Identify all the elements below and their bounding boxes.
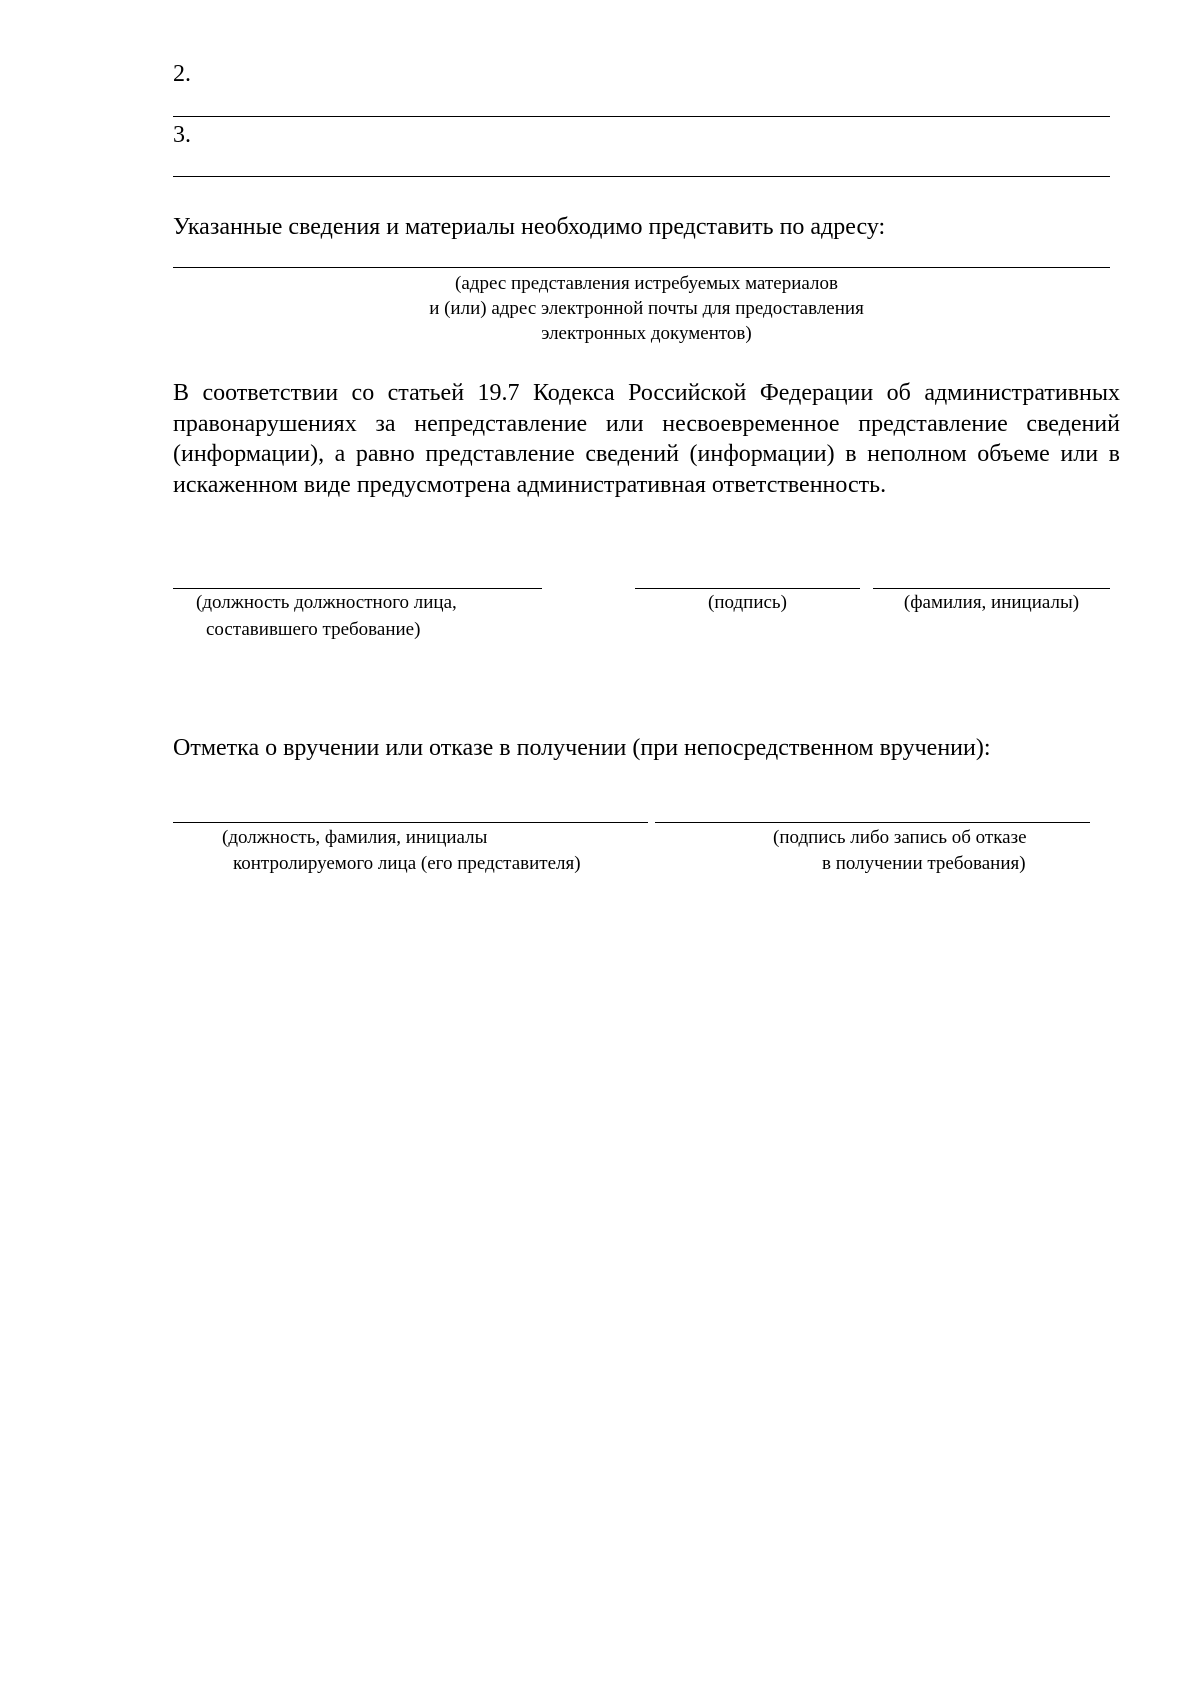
address-caption-line-3: электронных документов)	[541, 323, 752, 344]
list-item-number-2: 2.	[173, 61, 191, 87]
address-caption-line-2: и (или) адрес электронной почты для предоставления	[429, 298, 864, 319]
address-caption-line-1: (адрес представления истребуемых материалов	[455, 273, 838, 294]
delivery-signature-caption-line-1: (подпись либо запись об отказе	[773, 827, 1027, 848]
signature-fill-line	[635, 588, 860, 589]
liability-paragraph: В соответствии со статьей 19.7 Кодекса Российской Федерации об административных правонарушениях за непредставление или несвоевременное представление сведений (информации), а равно представление сведений (информации) в неполном объеме или в искаженном виде предусмотрена административная ответственность.	[173, 380, 1120, 498]
list-item-number-3: 3.	[173, 122, 191, 148]
position-fill-line	[173, 588, 542, 589]
delivery-signature-caption-line-2: в получении требования)	[822, 853, 1026, 874]
delivery-title: Отметка о вручении или отказе в получении (при непосредственном вручении):	[173, 735, 991, 761]
signature-caption: (подпись)	[708, 592, 787, 613]
fill-line-item-2	[173, 116, 1110, 117]
address-fill-line	[173, 267, 1110, 268]
delivery-person-caption-line-1: (должность, фамилия, инициалы	[222, 827, 488, 848]
position-caption-line-1: (должность должностного лица,	[196, 592, 457, 613]
delivery-person-caption-line-2: контролируемого лица (его представителя)	[233, 853, 581, 874]
delivery-signature-fill-line	[655, 822, 1090, 823]
name-fill-line	[873, 588, 1110, 589]
fill-line-item-3	[173, 176, 1110, 177]
address-caption	[173, 271, 1120, 346]
position-caption-line-2: составившего требование)	[206, 619, 421, 640]
name-caption: (фамилия, инициалы)	[903, 592, 1080, 613]
delivery-person-fill-line	[173, 822, 648, 823]
address-intro-text: Указанные сведения и материалы необходимо представить по адресу:	[173, 214, 886, 240]
